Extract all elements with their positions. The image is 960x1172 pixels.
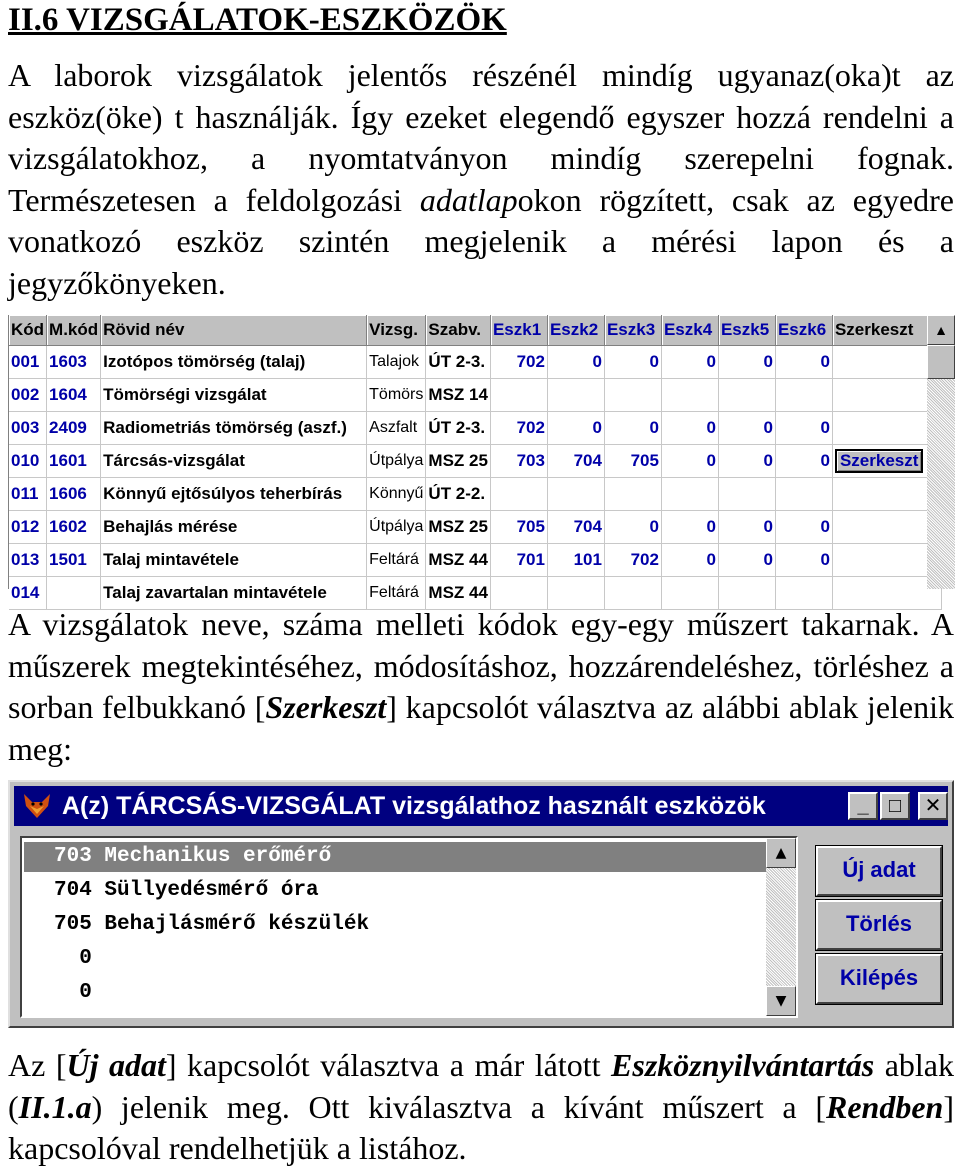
list-item[interactable]: 0: [54, 981, 92, 1004]
table-row[interactable]: [9, 346, 941, 379]
cell-eszk5[interactable]: [718, 478, 775, 511]
closing-bold-new: Új adat: [66, 1047, 166, 1083]
table-row[interactable]: [9, 478, 941, 511]
list-item[interactable]: 704 Süllyedésmérő óra: [54, 879, 319, 902]
cell-mkod[interactable]: 1604: [47, 379, 101, 412]
cell-eszk6[interactable]: [775, 379, 832, 412]
closing-text-5: ] kapcsolóval rendelhetjük a listához.: [8, 1088, 954, 1166]
cell-nev[interactable]: Könnyű ejtősúlyos teherbírás: [101, 478, 367, 511]
cell-kod[interactable]: 001: [9, 346, 47, 379]
cell-eszk1[interactable]: 705: [490, 511, 547, 544]
cell-eszk5[interactable]: 0: [718, 346, 775, 379]
explanation-text-2: ] kapcsolót választva az alábbi ablak jelenik meg:: [8, 689, 955, 767]
col-header-eszk5[interactable]: Eszk5: [718, 315, 775, 346]
dialog-titlebar[interactable]: [14, 786, 948, 826]
cell-eszk2[interactable]: 0: [547, 346, 604, 379]
cell-kod[interactable]: 010: [9, 445, 47, 478]
cell-eszk3[interactable]: 0: [604, 511, 661, 544]
intro-text-2: okon rögzített, csak az egyedre vonatkozó eszköz szintén megjelenik a mérési lapon és a jegyzőkönyeken.: [8, 181, 955, 301]
cell-nev[interactable]: Radiometriás tömörség (aszf.): [101, 412, 367, 445]
cell-szerkeszt[interactable]: [832, 445, 941, 478]
cell-eszk5[interactable]: 0: [718, 511, 775, 544]
col-header-eszk1[interactable]: Eszk1: [490, 315, 547, 346]
cell-szabv[interactable]: MSZ 14: [426, 379, 491, 412]
new-item-button[interactable]: Új adat: [816, 846, 942, 896]
intro-italic: adatlap: [419, 181, 518, 218]
cell-eszk4[interactable]: 0: [661, 445, 718, 478]
cell-szabv[interactable]: ÚT 2-3.: [426, 346, 491, 379]
cell-eszk4[interactable]: 0: [661, 412, 718, 445]
cell-szabv[interactable]: ÚT 2-2.: [426, 478, 491, 511]
cell-eszk2[interactable]: [547, 379, 604, 412]
cell-eszk3[interactable]: [604, 478, 661, 511]
edit-button[interactable]: Szerkeszt: [835, 449, 923, 473]
closing-paragraph: [8, 1045, 954, 1170]
section-heading: II.6 VIZSGÁLATOK-ESZKÖZÖK: [8, 2, 507, 38]
table-row[interactable]: [9, 412, 941, 445]
grid-scroll-up-arrow-icon[interactable]: ▲: [927, 315, 955, 345]
cell-szerkeszt[interactable]: [832, 379, 941, 412]
cell-eszk1[interactable]: 702: [490, 346, 547, 379]
cell-eszk5[interactable]: 0: [718, 412, 775, 445]
cell-nev[interactable]: Tárcsás-vizsgálat: [101, 445, 367, 478]
cell-vizsg[interactable]: Feltárá: [367, 544, 426, 577]
cell-nev[interactable]: Tömörségi vizsgálat: [101, 379, 367, 412]
cell-nev[interactable]: Talaj mintavétele: [101, 544, 367, 577]
cell-eszk4[interactable]: 0: [661, 544, 718, 577]
grid-scrollbar[interactable]: [927, 315, 955, 589]
cell-mkod[interactable]: 1601: [47, 445, 101, 478]
cell-eszk5[interactable]: 0: [718, 445, 775, 478]
tests-grid: [8, 315, 955, 602]
cell-eszk1[interactable]: 701: [490, 544, 547, 577]
cell-vizsg[interactable]: Útpálya: [367, 445, 426, 478]
cell-szerkeszt[interactable]: [832, 544, 941, 577]
cell-eszk4[interactable]: [661, 478, 718, 511]
cell-eszk2[interactable]: 0: [547, 412, 604, 445]
closing-text-2: ] kapcsolót választva a már látott: [165, 1047, 612, 1083]
col-header-eszk6[interactable]: Eszk6: [775, 315, 832, 346]
cell-vizsg[interactable]: Útpálya: [367, 511, 426, 544]
cell-eszk6[interactable]: [775, 478, 832, 511]
cell-eszk5[interactable]: 0: [718, 544, 775, 577]
cell-vizsg[interactable]: Talajok: [367, 346, 426, 379]
grid-body: [9, 346, 941, 610]
col-header-eszk4[interactable]: Eszk4: [661, 315, 718, 346]
cell-szabv[interactable]: MSZ 25: [426, 511, 491, 544]
cell-nev[interactable]: Behajlás mérése: [101, 511, 367, 544]
grid-header-row: [9, 315, 941, 346]
cell-eszk1[interactable]: 703: [490, 445, 547, 478]
cell-eszk1[interactable]: [490, 379, 547, 412]
explanation-text-1: A vizsgálatok neve, száma melleti kódok egy-egy műszert takarnak. A műszerek megtekintéséhez, módosításhoz, hozzárendeléshez, törléshez a sorban felbukkanó [: [8, 606, 954, 725]
cell-kod[interactable]: 012: [9, 511, 47, 544]
delete-button[interactable]: Törlés: [816, 900, 942, 950]
cell-mkod[interactable]: 1602: [47, 511, 101, 544]
cell-mkod[interactable]: 1603: [47, 346, 101, 379]
fox-app-icon: [22, 792, 52, 820]
cell-eszk3[interactable]: 705: [604, 445, 661, 478]
list-scrollbar[interactable]: [766, 838, 796, 1016]
cell-eszk6[interactable]: 0: [775, 346, 832, 379]
close-button[interactable]: ✕: [918, 792, 948, 820]
tests-table: [9, 315, 942, 610]
cell-eszk6[interactable]: 0: [775, 445, 832, 478]
cell-eszk2[interactable]: [547, 478, 604, 511]
tools-listbox[interactable]: [20, 836, 798, 1018]
cell-szerkeszt[interactable]: [832, 511, 941, 544]
grid-scroll-thumb[interactable]: [927, 345, 955, 379]
table-row[interactable]: [9, 445, 941, 478]
cell-szabv[interactable]: MSZ 44: [426, 544, 491, 577]
cell-szabv[interactable]: MSZ 44: [426, 577, 491, 610]
cell-eszk1[interactable]: [490, 478, 547, 511]
cell-kod[interactable]: 014: [9, 577, 47, 610]
closing-text-4: ) jelenik meg. Ott kiválasztva a kívánt műszert a [: [91, 1088, 826, 1125]
cell-eszk3[interactable]: [604, 379, 661, 412]
cell-eszk2[interactable]: 704: [547, 511, 604, 544]
cell-nev[interactable]: Talaj zavartalan mintavétele: [101, 577, 367, 610]
closing-text-1: Az [: [8, 1047, 67, 1083]
cell-eszk4[interactable]: [661, 379, 718, 412]
closing-bold-registry: Eszköznyilvántartás: [611, 1047, 875, 1083]
cell-szabv[interactable]: ÚT 2-3.: [426, 412, 491, 445]
closing-bold-ok: Rendben: [826, 1088, 944, 1125]
cell-eszk4[interactable]: 0: [661, 511, 718, 544]
tools-dialog: [8, 780, 954, 1028]
cell-vizsg[interactable]: Tömörs: [367, 379, 426, 412]
table-row[interactable]: [9, 544, 941, 577]
cell-nev[interactable]: Izotópos tömörség (talaj): [101, 346, 367, 379]
col-header-vizsg[interactable]: Vizsg.: [367, 315, 426, 346]
cell-mkod[interactable]: 2409: [47, 412, 101, 445]
cell-mkod[interactable]: 1501: [47, 544, 101, 577]
cell-szerkeszt[interactable]: [832, 478, 941, 511]
scroll-up-arrow-icon[interactable]: ▲: [766, 838, 796, 868]
cell-eszk6[interactable]: 0: [775, 544, 832, 577]
cell-vizsg[interactable]: Könnyű: [367, 478, 426, 511]
cell-mkod[interactable]: 1606: [47, 478, 101, 511]
cell-eszk2[interactable]: 101: [547, 544, 604, 577]
scroll-down-arrow-icon[interactable]: ▼: [766, 986, 796, 1016]
explanation-paragraph: [8, 604, 954, 770]
cell-szabv[interactable]: MSZ 25: [426, 445, 491, 478]
cell-eszk4[interactable]: 0: [661, 346, 718, 379]
col-header-szabv[interactable]: Szabv.: [426, 315, 491, 346]
intro-text-1: A laborok vizsgálatok jelentős részénél mindíg ugyanaz(oka)t az eszköz(öke) t használják. Így ezeket elegendő egyszer hozzá rendelni a vizsgálatokhoz, a nyomtatványon mindíg szerepelni fognak. Természetesen a feldolgozási: [8, 57, 954, 218]
cell-vizsg[interactable]: Feltárá: [367, 577, 426, 610]
cell-kod[interactable]: 003: [9, 412, 47, 445]
cell-eszk6[interactable]: 0: [775, 511, 832, 544]
minimize-button[interactable]: _: [848, 792, 878, 820]
exit-button[interactable]: Kilépés: [816, 954, 942, 1004]
list-item[interactable]: 703 Mechanikus erőmérő: [24, 842, 768, 872]
explanation-italic: Szerkeszt: [265, 689, 387, 725]
cell-kod[interactable]: 013: [9, 544, 47, 577]
col-header-kod[interactable]: Kód: [9, 315, 47, 346]
dialog-title: A(z) TÁRCSÁS-VIZSGÁLAT vizsgálathoz használt eszközök: [62, 792, 766, 820]
list-item[interactable]: 705 Behajlásmérő készülék: [54, 913, 370, 936]
maximize-button[interactable]: □: [880, 792, 910, 820]
table-row[interactable]: [9, 379, 941, 412]
cell-szerkeszt[interactable]: [832, 412, 941, 445]
cell-eszk5[interactable]: [718, 379, 775, 412]
closing-text-3: ablak (: [8, 1047, 955, 1125]
cell-eszk3[interactable]: 0: [604, 346, 661, 379]
col-header-szerkeszt[interactable]: Szerkeszt: [832, 315, 941, 346]
col-header-eszk3[interactable]: Eszk3: [604, 315, 661, 346]
cell-kod[interactable]: 011: [9, 478, 47, 511]
list-item[interactable]: 0: [54, 947, 92, 970]
cell-eszk3[interactable]: 702: [604, 544, 661, 577]
cell-eszk2[interactable]: 704: [547, 445, 604, 478]
cell-eszk3[interactable]: 0: [604, 412, 661, 445]
cell-eszk6[interactable]: 0: [775, 412, 832, 445]
col-header-eszk2[interactable]: Eszk2: [547, 315, 604, 346]
cell-szerkeszt[interactable]: [832, 346, 941, 379]
closing-bold-ref: II.1.a: [18, 1088, 92, 1125]
col-header-nev[interactable]: Rövid név: [101, 315, 367, 346]
cell-kod[interactable]: 002: [9, 379, 47, 412]
intro-paragraph: [8, 55, 954, 304]
cell-vizsg[interactable]: Aszfalt: [367, 412, 426, 445]
col-header-mkod[interactable]: M.kód: [47, 315, 101, 346]
cell-eszk1[interactable]: 702: [490, 412, 547, 445]
table-row[interactable]: [9, 511, 941, 544]
